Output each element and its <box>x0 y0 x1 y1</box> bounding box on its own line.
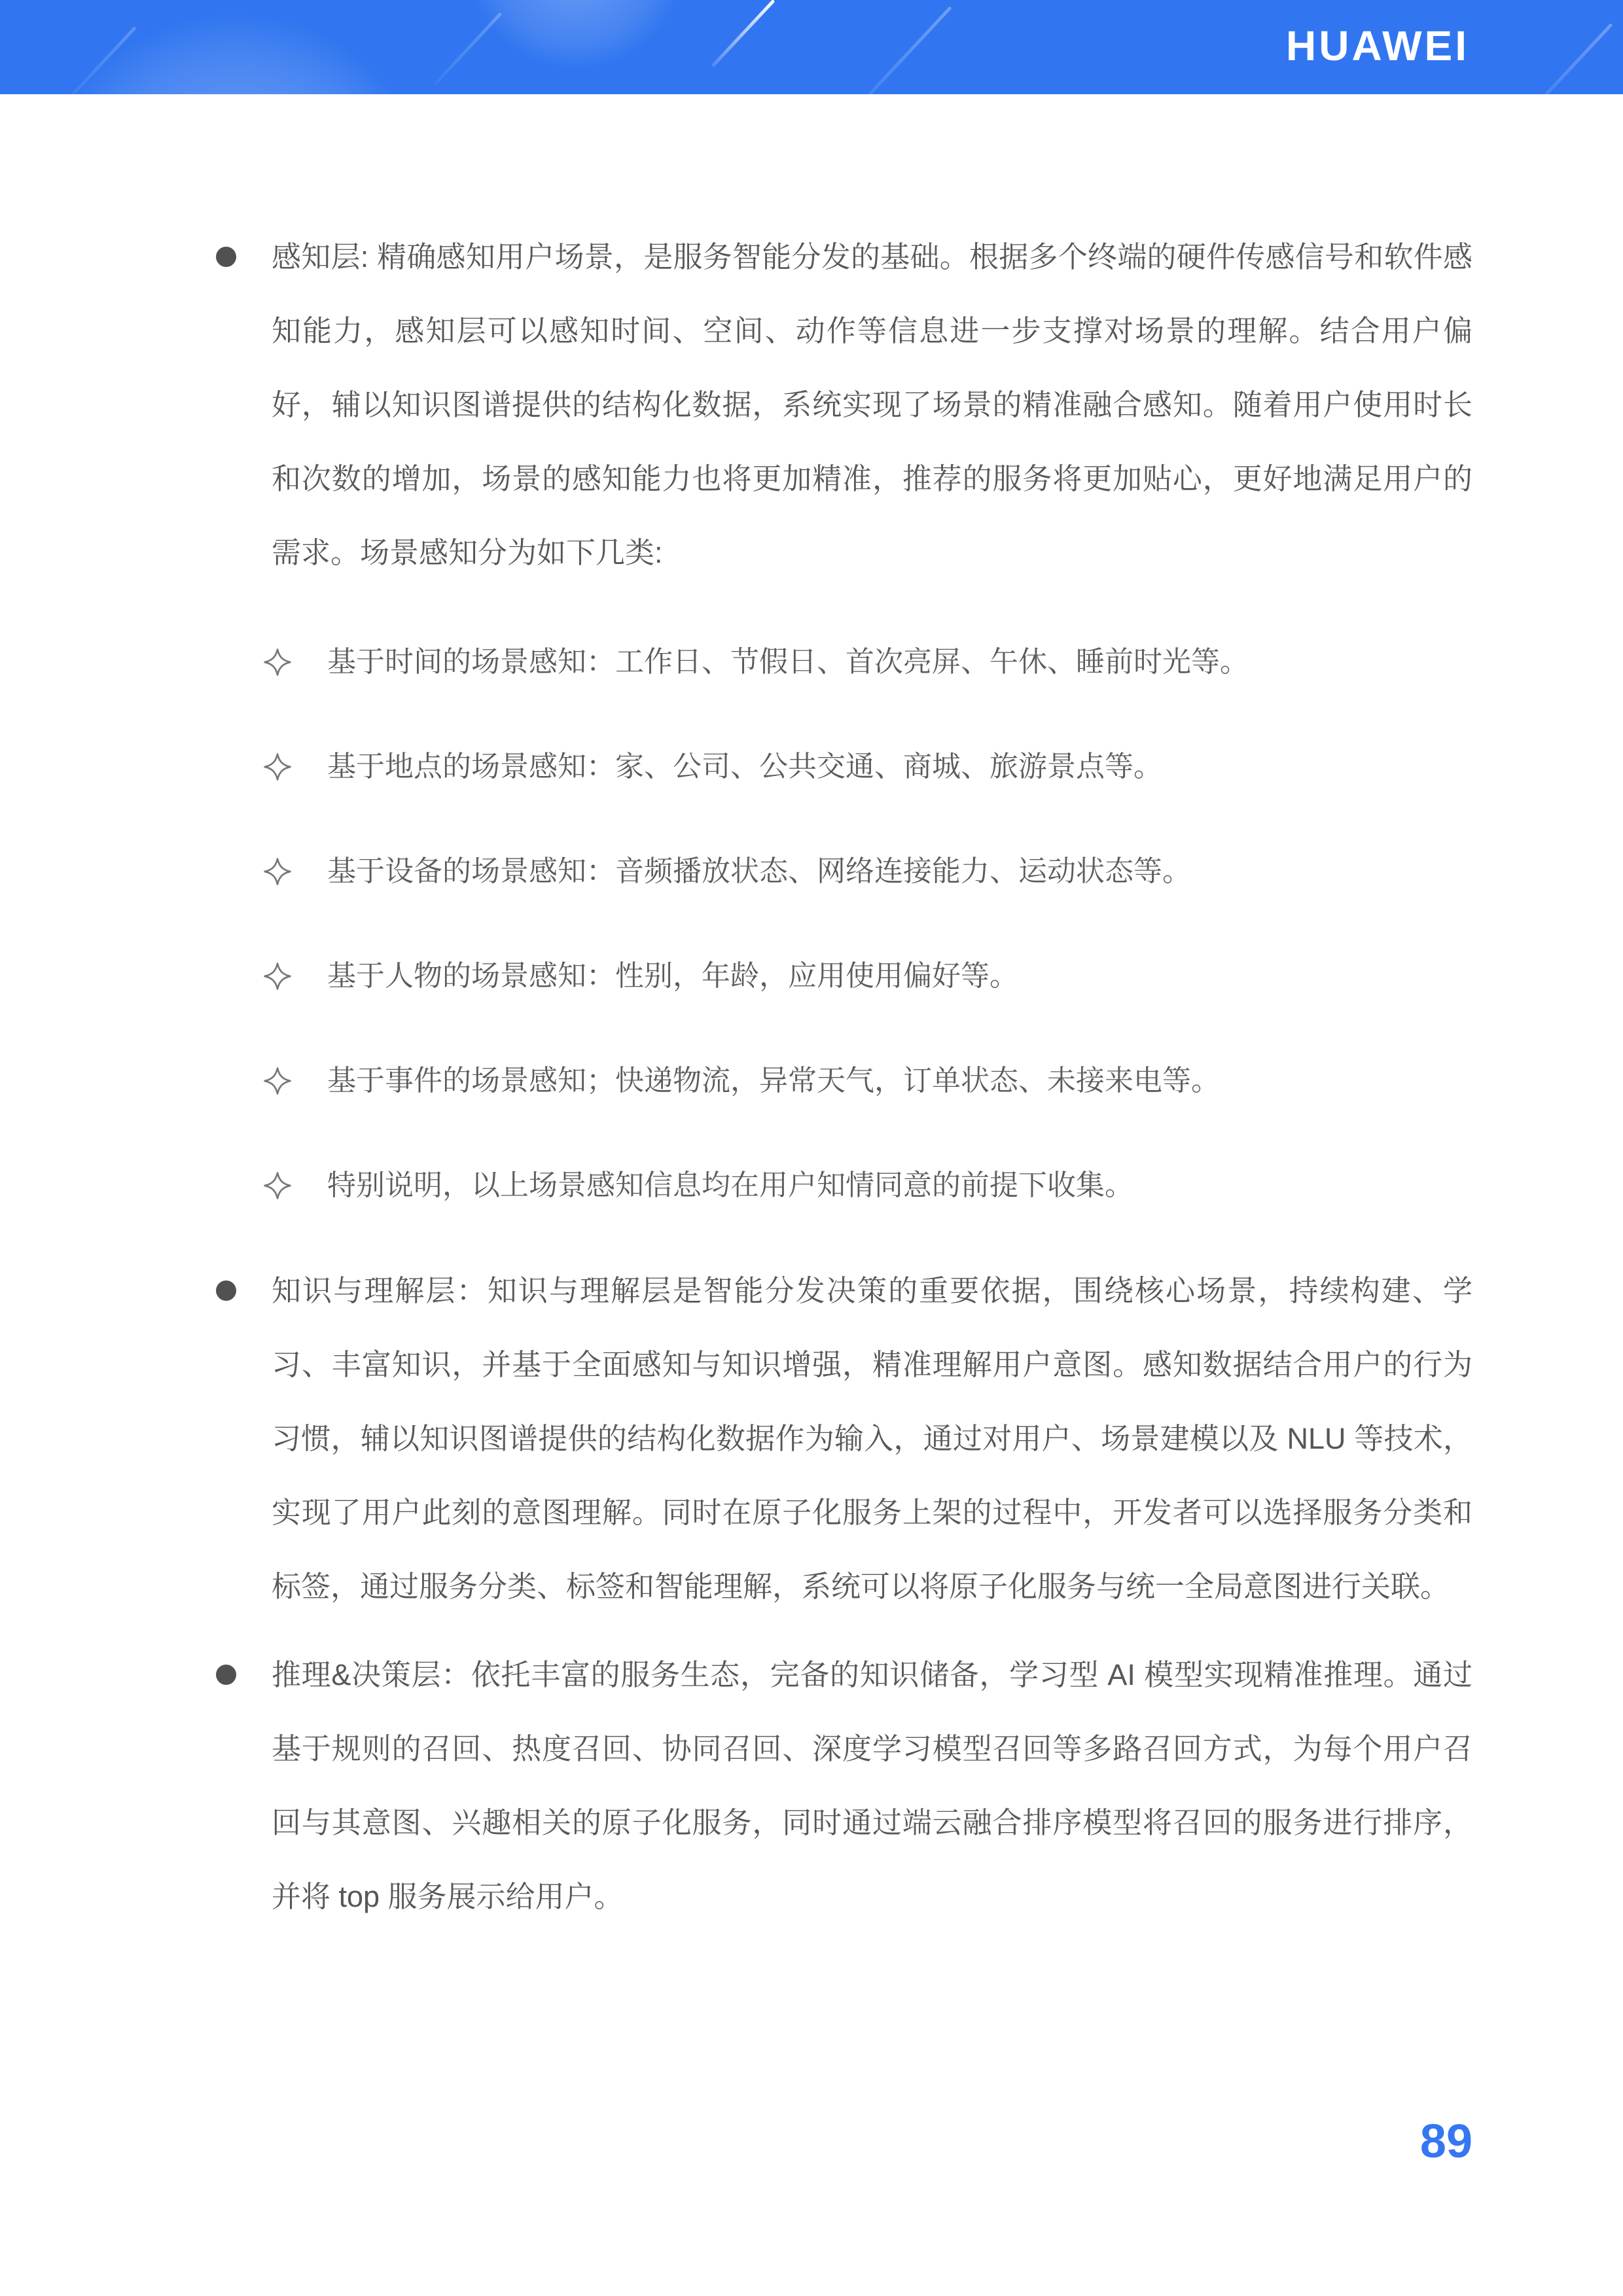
four-pointed-star-icon <box>264 1172 291 1199</box>
four-pointed-star-icon <box>264 1067 291 1095</box>
sub-list-item <box>216 834 1472 908</box>
list-item <box>216 1254 1472 1623</box>
light-streak-decoration <box>63 26 137 94</box>
huawei-logo: HUAWEI <box>1286 22 1469 69</box>
four-pointed-star-icon <box>264 858 291 885</box>
sub-item-text: 基于时间的场景感知：工作日、节假日、首次亮屏、午休、睡前时光等。 <box>327 646 1249 678</box>
sub-item-text: 特别说明，以上场景感知信息均在用户知情同意的前提下收集。 <box>327 1169 1133 1201</box>
document-body <box>0 220 1623 1934</box>
sub-list-item <box>216 730 1472 804</box>
light-streak-decoration <box>1521 23 1613 94</box>
light-streak-decoration <box>433 12 503 86</box>
four-pointed-star-icon <box>264 963 291 990</box>
sub-list-item <box>216 625 1472 699</box>
bullet-text: 推理&决策层：依托丰富的服务生态，完备的知识储备，学习型 AI 模型实现精准推理。通过基于规则的召回、热度召回、协同召回、深度学习模型召回等多路召回方式，为每个用户召回与其意图、兴趣相关的原子化服务，同时通过端云融合排序模型将召回的服务进行排序，并将 top 服务展示给用户。 <box>272 1658 1472 1913</box>
header-banner <box>0 0 1623 94</box>
sub-list <box>216 625 1472 1222</box>
bullet-dot-icon <box>216 247 236 267</box>
page-number: 89 <box>1419 2115 1472 2168</box>
sub-item-text: 基于人物的场景感知：性别，年龄，应用使用偏好等。 <box>327 960 1018 992</box>
bullet-text: 感知层: 精确感知用户场景，是服务智能分发的基础。根据多个终端的硬件传感信号和软件感知能力，感知层可以感知时间、空间、动作等信息进一步支撑对场景的理解。结合用户偏好，辅以知识图谱提供的结构化数据，系统实现了场景的精准融合感知。随着用户使用时长和次数的增加，场景的感知能力也将更加精准，推荐的服务将更加贴心，更好地满足用户的需求。场景感知分为如下几类: <box>272 240 1472 569</box>
bullet-dot-icon <box>216 1280 236 1301</box>
four-pointed-star-icon <box>264 648 291 676</box>
bullet-dot-icon <box>216 1665 236 1685</box>
list-item <box>216 220 1472 1222</box>
sub-list-item <box>216 1044 1472 1118</box>
sub-item-text: 基于事件的场景感知；快递物流，异常天气，订单状态、未接来电等。 <box>327 1065 1220 1097</box>
sub-item-text: 基于设备的场景感知：音频播放状态、网络连接能力、运动状态等。 <box>327 855 1191 887</box>
four-pointed-star-icon <box>264 753 291 781</box>
bullet-list <box>216 220 1472 1934</box>
sub-list-item <box>216 1148 1472 1222</box>
list-item <box>216 1638 1472 1934</box>
sub-list-item <box>216 939 1472 1013</box>
bullet-text: 知识与理解层：知识与理解层是智能分发决策的重要依据，围绕核心场景，持续构建、学习、丰富知识，并基于全面感知与知识增强，精准理解用户意图。感知数据结合用户的行为习惯，辅以知识图谱提供的结构化数据作为输入，通过对用户、场景建模以及 NLU 等技术，实现了用户此刻的意图理解。同时在原子化服务上架的过程中，开发者可以选择服务分类和标签，通过服务分类、标签和智能理解，系统可以将原子化服务与统一全局意图进行关联。 <box>272 1274 1472 1603</box>
sub-item-text: 基于地点的场景感知：家、公司、公共交通、商城、旅游景点等。 <box>327 751 1162 783</box>
light-streak-decoration <box>711 0 776 67</box>
light-streak-decoration <box>847 6 952 94</box>
